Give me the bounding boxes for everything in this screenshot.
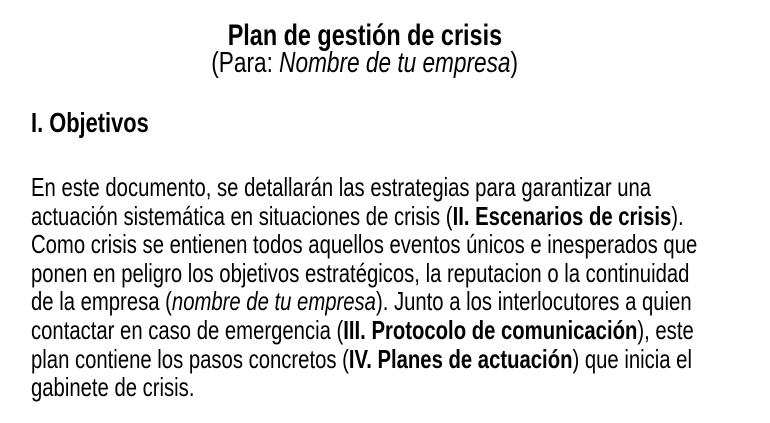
paragraph-line — [31, 173, 697, 202]
text-segment: de la empresa ( — [31, 286, 172, 317]
section-heading-row — [31, 109, 182, 137]
paragraph-line — [31, 287, 697, 316]
text-segment: ). — [671, 200, 684, 231]
text-segment: Como crisis se entienen todos aquellos eventos únicos e inesperados que — [31, 229, 698, 260]
text-segment: gabinete de crisis. — [31, 372, 195, 403]
paragraph-line — [31, 230, 697, 259]
paragraph-line — [31, 345, 697, 374]
text-segment: ponen en peligro los objetivos estratégicos, la reputacion o la continuidad — [31, 257, 690, 288]
text-segment: (Para: — [211, 47, 280, 79]
text-segment: actuación sistemática en situaciones de crisis ( — [31, 200, 453, 231]
body-paragraph — [31, 173, 697, 402]
text-segment: nombre de tu empresa — [171, 286, 376, 317]
paragraph-line — [31, 202, 697, 231]
document-title: Plan de gestión de crisis — [227, 19, 503, 52]
subtitle-row — [0, 49, 750, 78]
text-segment: ) — [510, 47, 519, 79]
text-segment: ), este — [637, 314, 694, 345]
text-segment: ) que inicia el — [572, 343, 692, 374]
paragraph-line — [31, 259, 697, 288]
text-segment: ). Junto a los interlocutores a quien — [375, 286, 692, 317]
section-heading: I. Objetivos — [31, 107, 149, 138]
document-subtitle — [212, 49, 519, 78]
text-segment: Nombre de tu empresa — [279, 47, 511, 79]
paragraph-line — [31, 316, 697, 345]
text-segment: contactar en caso de emergencia ( — [31, 314, 344, 345]
text-segment: IV. Planes de actuación — [348, 343, 573, 374]
text-segment: En este documento, se detallarán las estrategias para garantizar una — [31, 172, 652, 202]
text-segment: plan contiene los pasos concretos ( — [31, 343, 349, 374]
text-segment: II. Escenarios de crisis — [452, 200, 672, 231]
text-segment: III. Protocolo de comunicación — [343, 314, 638, 345]
paragraph-line — [31, 373, 697, 402]
